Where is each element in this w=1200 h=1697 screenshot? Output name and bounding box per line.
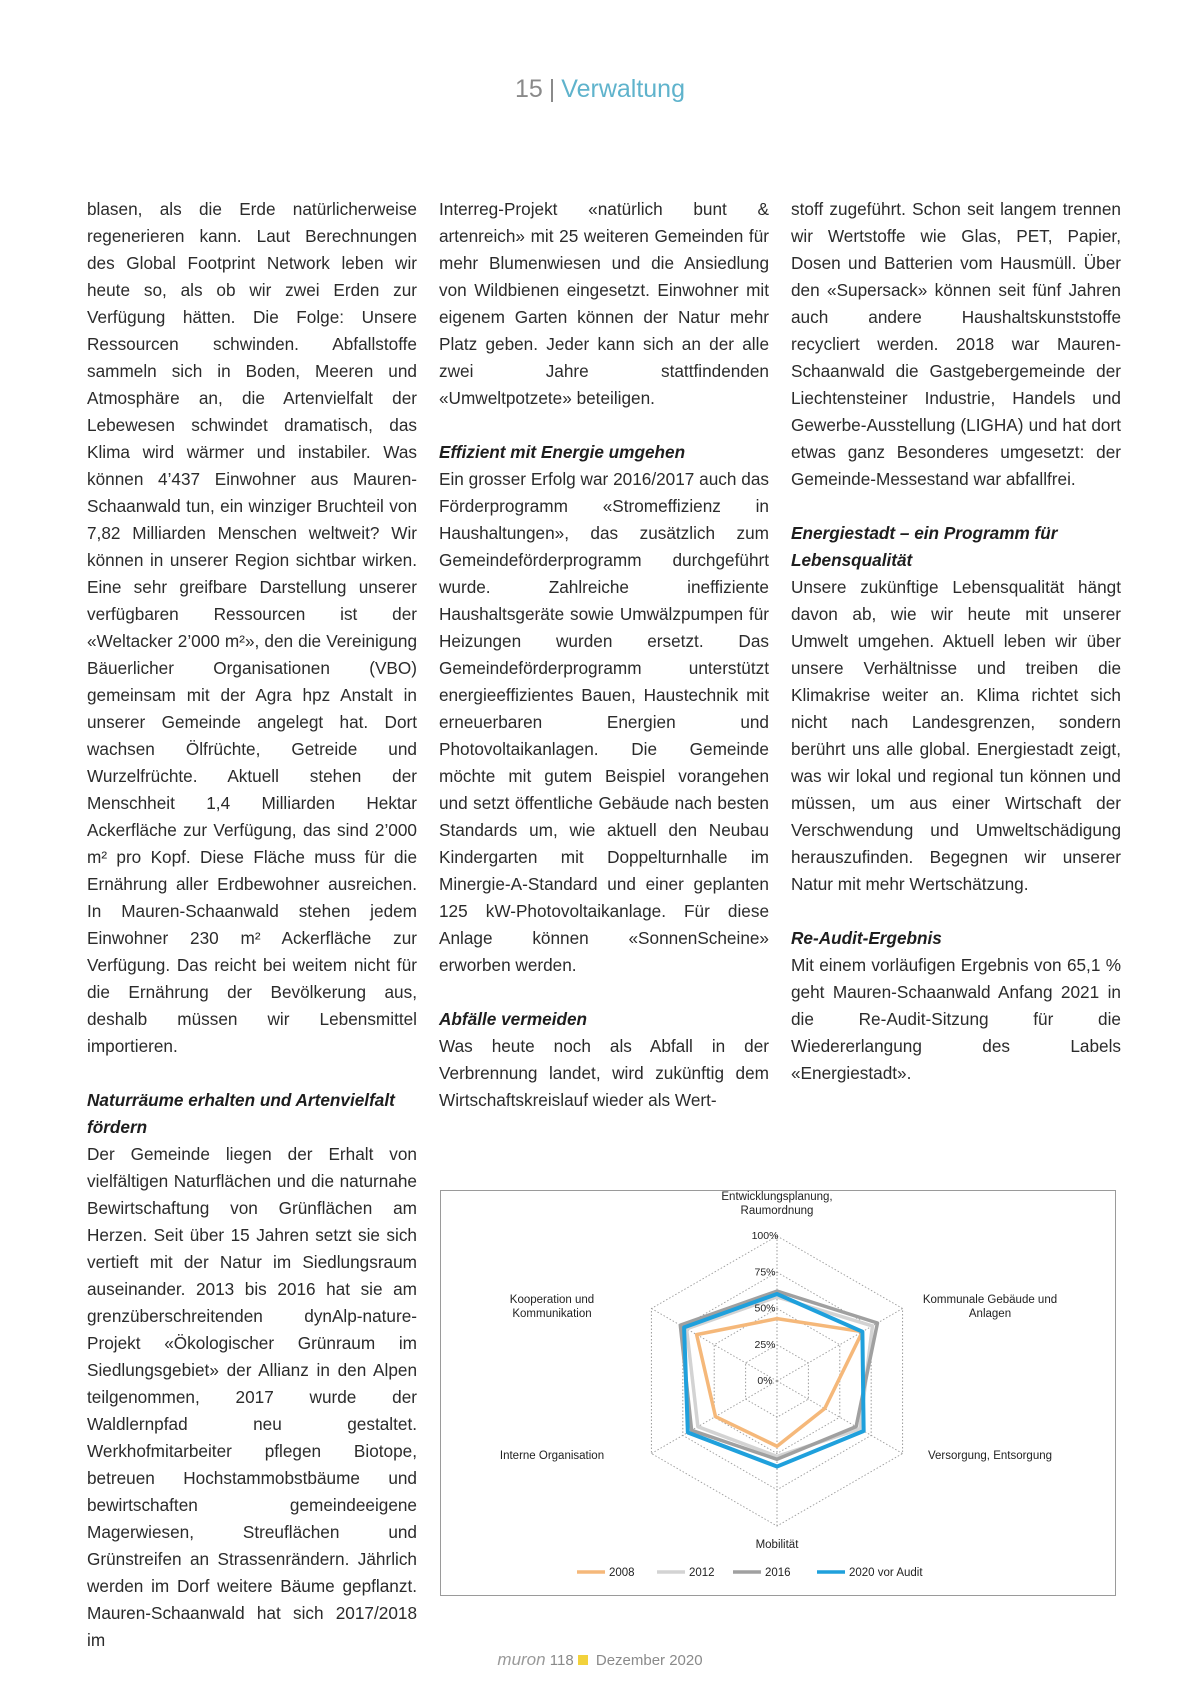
paragraph: blasen, als die Erde natürlicherweise regenerieren kann. Laut Berechnungen des Global Footprint Network leben wir heute so, als ob wir zwei Erden zur Verfügung hätten. Die Folge: Unsere Ressourcen schwinden. Abfallstoffe sammeln sich in Boden, Meeren und Atmosphäre an, die Artenvielfalt der Lebewesen schwindet dramatisch, das Klima wird wärmer und instabiler. Was können 4’437 Einwohner aus Mauren-Schaanwald tun, ein winziger Bruchteil von 7,82 Milliarden Menschen weltweit? Wir können in unserer Region sichtbar wirken. Eine sehr greifbare Darstellung unserer verfügbaren Ressourcen ist der «Weltacker 2’000 m²», den die Vereinigung Bäuerlicher Organisationen (VBO) gemeinsam mit der Agra hpz Anstalt in unserer Gemeinde angelegt hat. Dort wachsen Ölfrüchte, Getreide und Wurzelfrüchte. Aktuell stehen der Menschheit 1,4 Milliarden Hektar Ackerfläche zur Verfügung, das sind 2’000 m² pro Kopf. Diese Fläche muss für die Ernährung aller Erdbewohner ausreichen. In Mauren-Schaanwald stehen jedem Einwohner 230 m² Ackerfläche zur Verfügung. Das reicht bei weitem nicht für die Ernährung der Bevölkerung aus, deshalb müssen wir Lebensmittel importieren. <box>87 199 417 1056</box>
radar-series-2008 <box>697 1319 863 1447</box>
radar-axis-label-line: Kommunikation <box>512 1308 592 1320</box>
radar-tick-label: 50% <box>754 1302 776 1315</box>
radar-tick-label: 25% <box>754 1338 776 1351</box>
radar-axis-label <box>510 1294 594 1320</box>
section-title: Verwaltung <box>561 75 685 103</box>
legend-label: 2020 vor Audit <box>849 1567 923 1579</box>
paragraph: Mit einem vorläufigen Ergebnis von 65,1 % geht Mauren-Schaanwald Anfang 2021 in die Re-Audit-Sitzung für die Wiedererlangung des Labels «Energiestadt». <box>791 955 1121 1083</box>
radar-tick-label: 100% <box>751 1230 779 1242</box>
subheading: Energiestadt – ein Programm für Lebensqualität <box>791 523 1058 570</box>
footer-brand: muron <box>497 1650 546 1669</box>
radar-axis-label-line: Kooperation und <box>509 1294 595 1306</box>
legend-label: 2008 <box>609 1567 635 1579</box>
page-header <box>0 72 1200 106</box>
paragraph: Ein grosser Erfolg war 2016/2017 auch das Förderprogramm «Stromeffizienz in Haushaltungen», das zusätzlich zum Gemeindeförderprogramm durchgeführt wurde. Zahlreiche ineffiziente Haushaltsgeräte sowie Umwälzpumpen für Heizungen wurden ersetzt. Das Gemeindeförderprogramm unterstützt energieeffizientes Bauen, Haustechnik mit erneuerbaren Energien und Photovoltaikanlagen. Die Gemeinde möchte mit gutem Beispiel vorangehen und setzt öffentliche Gebäude nach besten Standards um, wie aktuell den Neubau Kindergarten mit Doppelturnhalle im Minergie-A-Standard und einer geplanten 125 kW-Photovoltaikanlage. Für diese Anlage können «SonnenScheine» erworben werden. <box>439 469 769 975</box>
subheading: Effizient mit Energie umgehen <box>439 442 686 462</box>
footer-issue: 118 <box>549 1652 574 1669</box>
subheading: Re-Audit-Ergebnis <box>791 928 942 948</box>
text-column-1 <box>87 196 417 1654</box>
paragraph: Was heute noch als Abfall in der Verbrennung landet, wird zukünftig dem Wirtschaftskreislauf wieder als Wert- <box>439 1036 769 1110</box>
radar-axis-label-line: Mobilität <box>755 1539 799 1551</box>
paragraph: Unsere zukünftige Lebensqualität hängt davon ab, wie wir heute mit unserer Umwelt umgehen. Aktuell leben wir über unsere Verhältnisse und treiben die Klimakrise weiter an. Klima richtet sich nicht nach Landesgrenzen, sondern berührt uns alle global. Energiestadt zeigt, was wir lokal und regional tun können und müssen, um aus einer Wirtschaft der Verschwendung und Umweltschädigung herauszufinden. Begegnen wir unserer Natur mit mehr Wertschätzung. <box>791 577 1121 894</box>
radar-axis-label <box>500 1450 604 1462</box>
radar-tick-label: 0% <box>757 1375 773 1387</box>
radar-chart <box>440 1190 1116 1596</box>
paragraph: Interreg-Projekt «natürlich bunt & artenreich» mit 25 weiteren Gemeinden für mehr Blumenwiesen und die Ansiedlung von Wildbienen eingesetzt. Einwohner mit eigenem Garten können der Natur mehr Platz geben. Jeder kann sich an der alle zwei Jahre stattfindenden «Umweltpotzete» beteiligen. <box>439 199 769 408</box>
subheading: Abfälle vermeiden <box>439 1009 588 1029</box>
page-footer <box>0 1650 1200 1671</box>
text-column-3 <box>791 196 1121 1087</box>
text-column-2 <box>439 196 769 1114</box>
radar-axis-label-line: Versorgung, Entsorgung <box>927 1450 1053 1462</box>
page-number: 15 <box>514 75 543 103</box>
radar-axis-label <box>928 1450 1052 1462</box>
legend-label: 2012 <box>689 1567 715 1579</box>
footer-date: Dezember 2020 <box>595 1652 703 1669</box>
radar-tick-label: 75% <box>754 1266 776 1279</box>
radar-axis-label <box>756 1539 800 1551</box>
radar-axis-label-line: Anlagen <box>968 1308 1012 1320</box>
radar-axis-label-line: Raumordnung <box>740 1205 814 1217</box>
radar-axis-label <box>923 1294 1057 1320</box>
paragraph: Der Gemeinde liegen der Erhalt von vielfältigen Naturflächen und die naturnahe Bewirtschaftung von Grünflächen am Herzen. Seit über 15 Jahren setzt sie sich vertieft mit der Natur im Siedlungsraum auseinander. 2013 bis 2016 hat sie am grenzüberschreitenden dynAlp-nature-Projekt «Ökologischer Grünraum im Siedlungsgebiet» der Allianz in den Alpen teilgenommen, 2017 wurde der Waldlernpfad neu gestaltet. Werkhofmitarbeiter pflegen Biotope, betreuen Hochstammobstbäume und bewirtschaften gemeindeeigene Magerwiesen, Streuflächen und Grünstreifen an Strassenrändern. Jährlich werden im Dorf weitere Bäume gepflanzt. Mauren-Schaanwald hat sich 2017/2018 im <box>87 1144 417 1650</box>
subheading: Naturräume erhalten und Artenvielfalt fördern <box>87 1090 395 1137</box>
radar-axis-label-line: Interne Organisation <box>499 1450 605 1462</box>
radar-axis-label-line: Entwicklungsplanung, <box>721 1191 833 1203</box>
radar-axis-label-line: Kommunale Gebäude und <box>922 1294 1058 1306</box>
radar-chart-svg <box>441 1191 1117 1597</box>
paragraph: stoff zugeführt. Schon seit langem trennen wir Wertstoffe wie Glas, PET, Papier, Dosen und Batterien vom Hausmüll. Über den «Supersack» können seit fünf Jahren auch andere Haushaltskunststoffe recycliert werden. 2018 war Mauren-Schaanwald die Gastgebergemeinde der Liechtensteiner Industrie, Handels und Gewerbe-Ausstellung (LIGHA) und hat dort etwas ganz Besonderes umgesetzt: der Gemeinde-Messestand war abfallfrei. <box>791 199 1121 489</box>
footer-square-icon <box>578 1655 588 1665</box>
header-separator: | <box>548 75 556 103</box>
radar-axis-label <box>721 1191 832 1217</box>
legend-label: 2016 <box>765 1567 791 1579</box>
